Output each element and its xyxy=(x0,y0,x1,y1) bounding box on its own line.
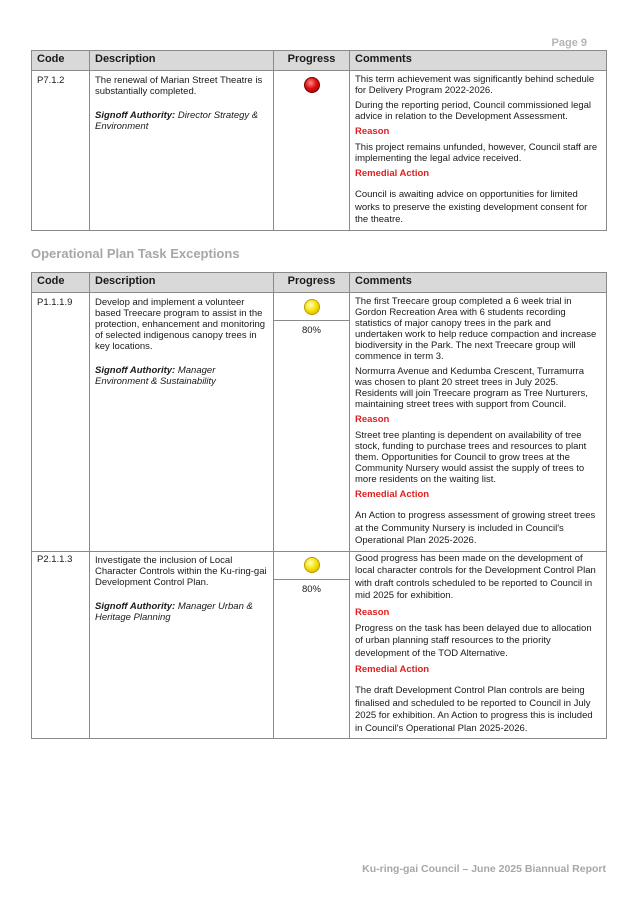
task-exceptions-table xyxy=(31,272,607,739)
table-row xyxy=(32,71,607,231)
term-achievement-table xyxy=(31,50,607,231)
header-description: Description xyxy=(90,51,274,71)
signoff-authority xyxy=(95,601,268,623)
header-comments: Comments xyxy=(350,51,607,71)
remedial-action-heading: Remedial Action xyxy=(355,489,430,500)
red-status-indicator-icon xyxy=(304,77,320,93)
header-code: Code xyxy=(32,273,90,293)
header-progress: Progress xyxy=(274,51,350,71)
progress-cell xyxy=(274,71,350,231)
table-header-row xyxy=(32,51,607,71)
signoff-value: Manager Environment & Sustainability xyxy=(95,365,216,387)
row-description-cell xyxy=(90,293,274,552)
comment-paragraph: During the reporting period, Council commissioned legal advice in relation to the Development Assessment. xyxy=(355,100,592,122)
comment-paragraph: This term achievement was significantly behind schedule for Delivery Program 2022-2026. xyxy=(355,74,595,96)
signoff-label: Signoff Authority: xyxy=(95,110,176,121)
reason-heading: Reason xyxy=(355,606,390,618)
table-header-row xyxy=(32,273,607,293)
signoff-label: Signoff Authority: xyxy=(95,365,176,376)
reason-text: This project remains unfunded, however, Council staff are implementing the legal advice received. xyxy=(355,142,598,164)
reason-text: Street tree planting is dependent on availability of tree stock, funding to purchase trees and resources to plant them. Opportunities for Council to grow trees at the Community Nursery would assist the supply of trees to more residents on the waiting list. xyxy=(355,430,587,485)
row-description: Investigate the inclusion of Local Character Controls within the Ku-ring-gai Development Control Plan. xyxy=(95,554,267,588)
header-description: Description xyxy=(90,273,274,293)
row-code: P2.1.1.3 xyxy=(32,551,90,739)
progress-cell xyxy=(274,293,350,552)
table-row xyxy=(32,293,607,552)
remedial-action-heading: Remedial Action xyxy=(355,664,430,675)
comments-cell xyxy=(350,551,607,739)
remedial-action-text: An Action to progress assessment of growing street trees at the Community Nursery is included in Council's Operational Plan 2025-2026. xyxy=(355,510,596,546)
comment-paragraph: The first Treecare group completed a 6 week trial in Gordon Recreation Area with 6 students recording statistics of major canopy trees in the park and undertaken work to help reduce compaction and increase biodiversity in the Park. The next Treecare group will commence in term 3. xyxy=(355,296,597,362)
remedial-action-text: Council is awaiting advice on opportunities for limited works to preserve the existing development consent for the theatre. xyxy=(355,189,588,225)
comment-paragraph: Good progress has been made on the development of local character controls for the Development Control Plan with draft controls scheduled to be reported to Council in mid 2025 for exhibition. xyxy=(355,552,596,601)
progress-percent: 80% xyxy=(274,320,349,339)
header-progress: Progress xyxy=(274,273,350,293)
row-description: The renewal of Marian Street Theatre is substantially completed. xyxy=(95,75,263,97)
reason-text: Progress on the task has been delayed due to allocation of urban planning staff resources to the priority development of the TOD Alternative. xyxy=(355,622,592,659)
report-footer: Ku-ring-gai Council – June 2025 Biannual Report xyxy=(362,863,606,875)
yellow-status-indicator-icon xyxy=(304,299,320,315)
progress-percent: 80% xyxy=(274,579,349,598)
progress-cell xyxy=(274,551,350,739)
row-description-cell xyxy=(90,71,274,231)
row-description: Develop and implement a volunteer based Treecare program to assist in the protection, enhancement and monitoring of selected indigenous canopy trees in key locations. xyxy=(95,297,266,352)
page-number: Page 9 xyxy=(551,37,587,49)
signoff-label: Signoff Authority: xyxy=(95,600,176,612)
comments-cell xyxy=(350,293,607,552)
yellow-status-indicator-icon xyxy=(304,557,320,573)
section-title: Operational Plan Task Exceptions xyxy=(31,246,240,261)
comment-paragraph: Normurra Avenue and Kedumba Crescent, Turramurra was chosen to plant 20 street trees in July 2025. Residents will join Treecare program as Tree Nurturers, maintaining street trees with support from Council. xyxy=(355,366,588,410)
reason-heading: Reason xyxy=(355,414,390,425)
signoff-value: Manager Urban & Heritage Planning xyxy=(95,600,253,623)
remedial-action-text: The draft Development Control Plan controls are being finalised and scheduled to be reported to Council in July 2025 for exhibition. An Action to progress this is included in Council's Operational Plan 2025-2026. xyxy=(355,685,593,734)
comments-cell xyxy=(350,71,607,231)
header-code: Code xyxy=(32,51,90,71)
row-description-cell xyxy=(90,551,274,739)
signoff-authority xyxy=(95,110,268,132)
table-row xyxy=(32,551,607,739)
signoff-value: Director Strategy & Environment xyxy=(95,110,259,132)
reason-heading: Reason xyxy=(355,126,390,137)
row-code: P7.1.2 xyxy=(32,71,90,231)
remedial-action-heading: Remedial Action xyxy=(355,168,430,179)
signoff-authority xyxy=(95,365,268,387)
row-code: P1.1.1.9 xyxy=(32,293,90,552)
header-comments: Comments xyxy=(350,273,607,293)
